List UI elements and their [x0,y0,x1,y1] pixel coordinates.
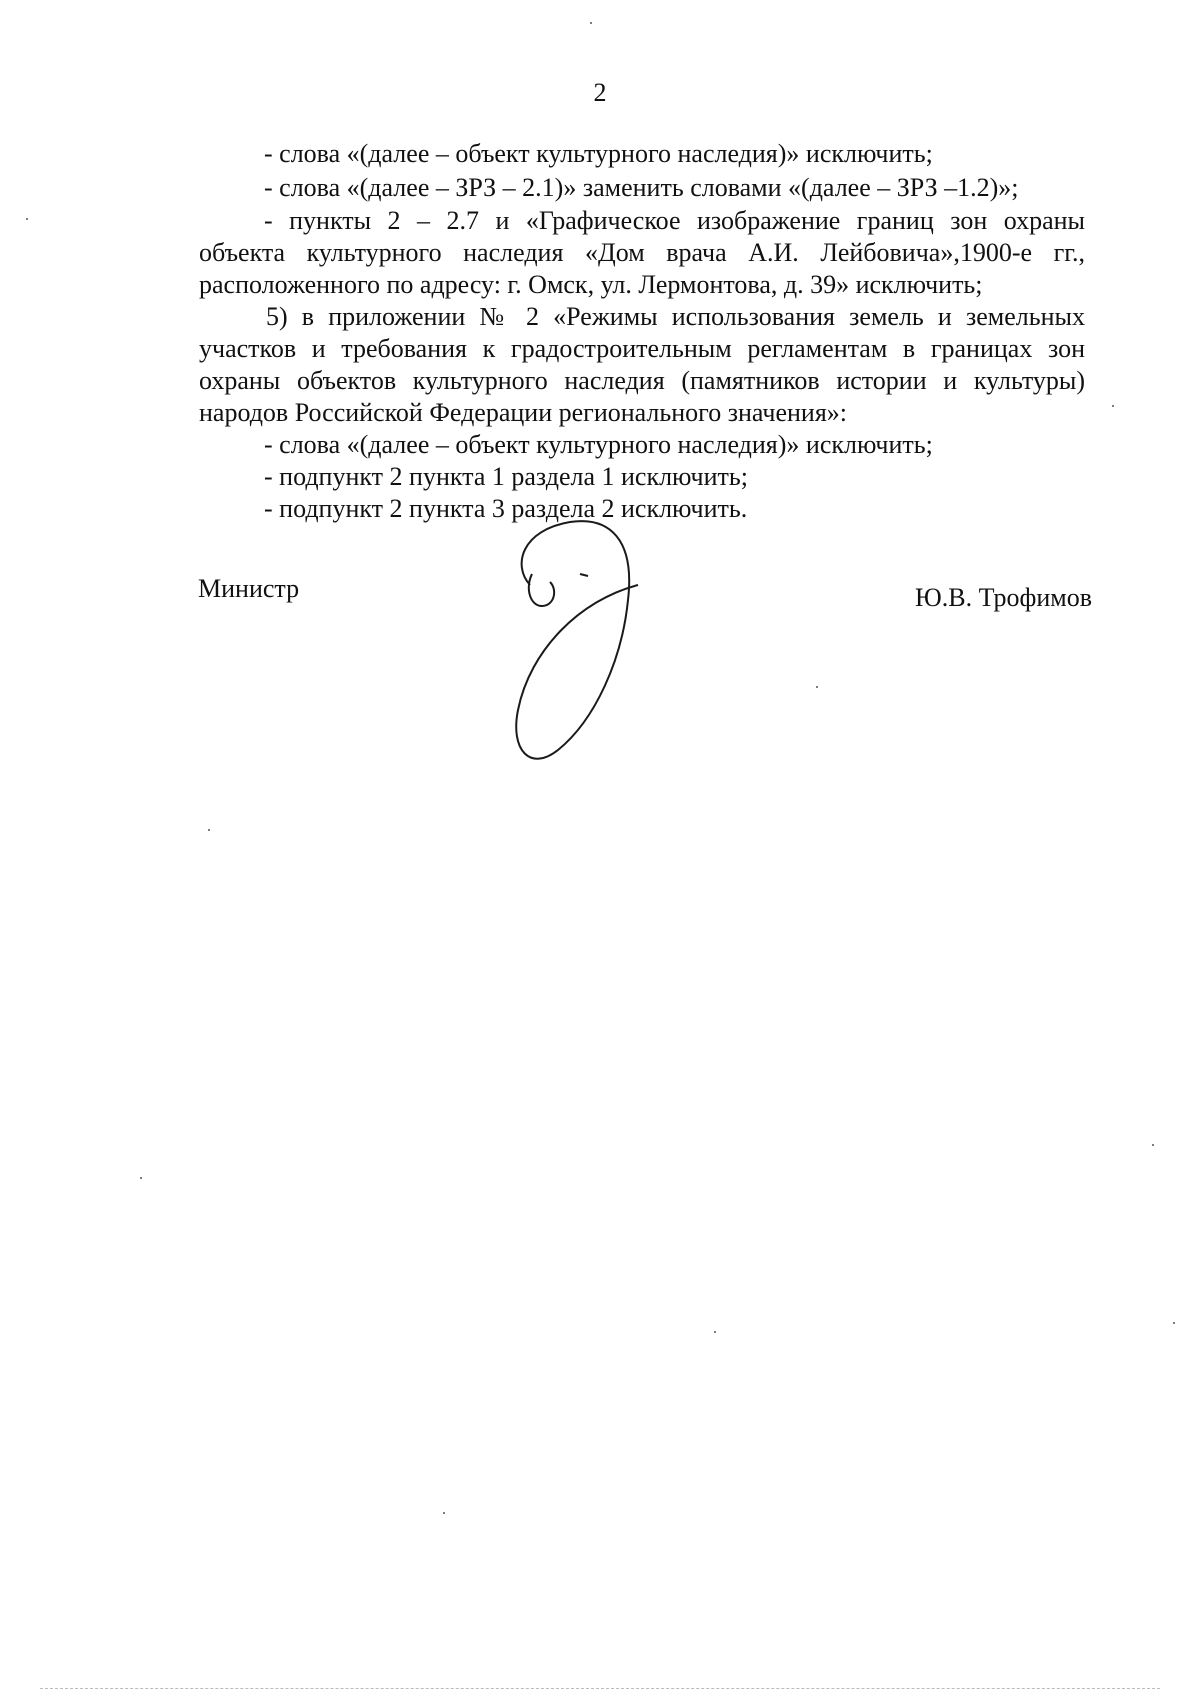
scan-speck [816,686,818,688]
scan-speck [208,829,210,831]
text-line-8: охраны объектов культурного наследия (памятников истории и культуры) [199,366,1085,395]
scan-speck [26,218,28,220]
handwritten-signature [500,510,660,770]
text-line-6: 5) в приложении № 2 «Режимы использования земель и земельных [266,302,1085,331]
text-line-4: объекта культурного наследия «Дом врача А.И. Лейбовича»,1900-е гг., [199,238,1085,267]
scan-speck [590,22,592,24]
scan-edge-line [40,1688,1160,1689]
scan-speck [140,1177,142,1179]
text-line-10: - слова «(далее – объект культурного наследия)» исключить; [264,430,933,459]
scan-speck [443,1512,445,1514]
text-line-7: участков и требования к градостроительным регламентам в границах зон [199,334,1085,363]
text-line-5: расположенного по адресу: г. Омск, ул. Лермонтова, д. 39» исключить; [199,270,983,299]
text-line-9: народов Российской Федерации регионального значения»: [199,398,848,427]
scan-speck [1152,1144,1154,1146]
text-line-2: - слова «(далее – ЗРЗ – 2.1)» заменить словами «(далее – ЗРЗ –1.2)»; [264,173,1019,202]
text-line-11: - подпункт 2 пункта 1 раздела 1 исключить; [264,462,748,491]
page-number: 2 [593,78,607,107]
signatory-name: Ю.В. Трофимов [915,583,1092,612]
text-line-3: - пункты 2 – 2.7 и «Графическое изображение границ зон охраны [264,206,1085,235]
signatory-role: Министр [198,574,300,603]
scan-speck [1173,1322,1175,1324]
text-line-12: - подпункт 2 пункта 3 раздела 2 исключить. [264,494,748,523]
text-line-1: - слова «(далее – объект культурного наследия)» исключить; [264,139,933,168]
scan-speck [1112,405,1114,407]
scan-speck [714,1331,716,1333]
